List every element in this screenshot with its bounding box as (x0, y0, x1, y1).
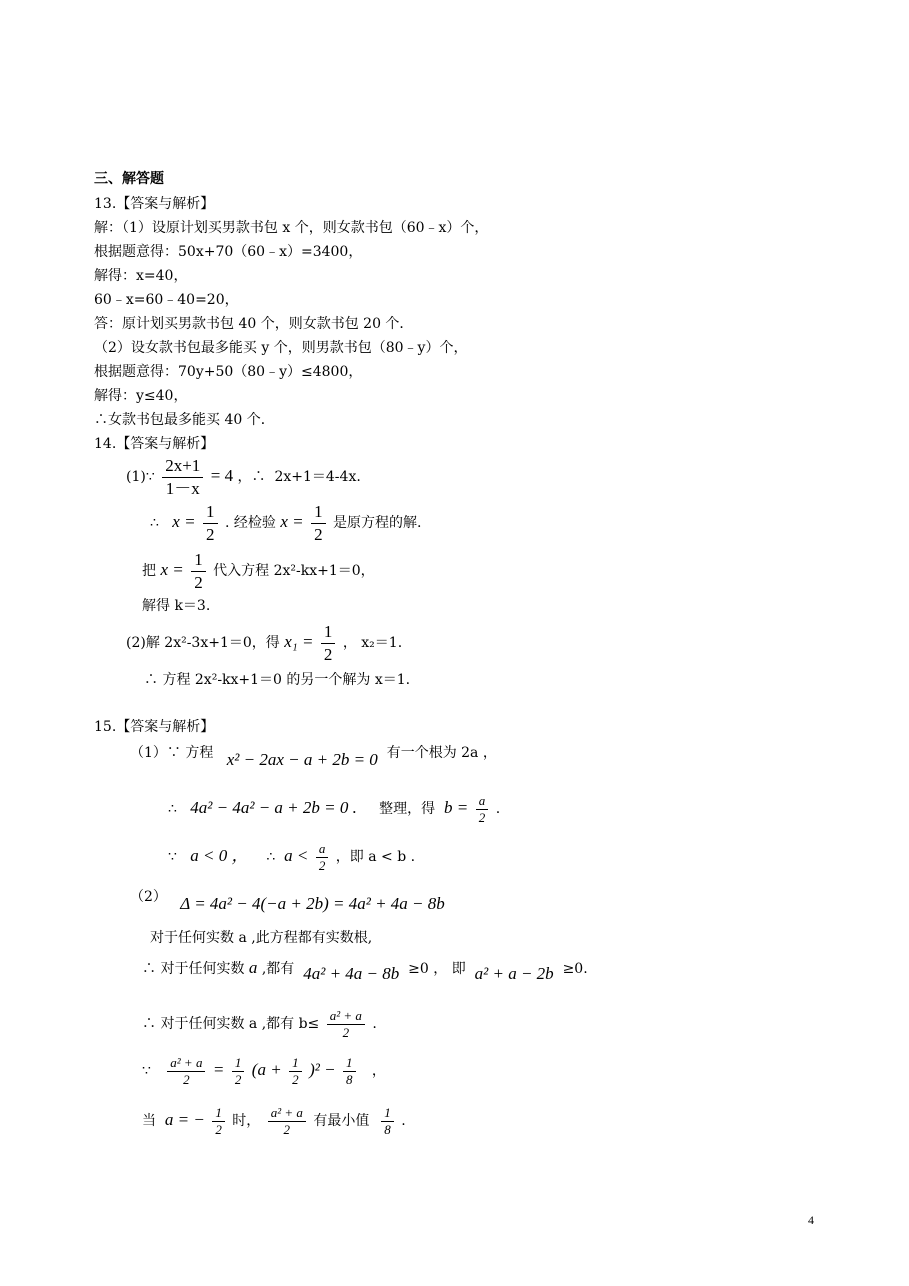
q15-l3-post: ，即 a < b . (335, 849, 416, 865)
fraction-numerator: a (476, 793, 489, 810)
q15-l9-a: a = − (164, 1110, 205, 1129)
q14-l2-mid: . 经检验 (224, 515, 276, 531)
q15-one-half-fraction-2 (289, 1055, 302, 1088)
q13-line-4: 60﹣x=60﹣40=20， (94, 292, 239, 308)
q15-one-half-fraction-3 (212, 1105, 225, 1138)
fraction-numerator: 1 (321, 621, 336, 644)
q14-half-fraction (203, 501, 218, 546)
fraction-denominator: 2 (234, 1071, 242, 1087)
q15-a-over-2-fraction (476, 793, 489, 826)
q14-l2-x: x = (172, 512, 196, 531)
fraction-denominator: 2 (283, 1121, 291, 1137)
fraction-numerator: 1 (191, 549, 206, 572)
q15-l2-equation: 4a² − 4a² − a + 2b = 0 . (190, 798, 357, 817)
fraction-denominator: 2 (342, 1024, 350, 1040)
q15-l6-a: a (248, 958, 258, 977)
q15-heading: 15.【答案与解析】 (94, 719, 215, 735)
q15-l2-b: b = (444, 798, 469, 817)
fraction-denominator: 2 (323, 644, 333, 664)
q15-l6-expression: 4a² + 4a − 8b (303, 964, 400, 983)
q15-line-9 (142, 1100, 406, 1141)
q15-l9-mid2: 有最小值 (313, 1113, 370, 1129)
fraction-denominator: 2 (314, 524, 323, 544)
q14-l1-post: 2x+1＝4-4x. (274, 469, 361, 485)
page-number: 4 (808, 1213, 814, 1227)
fraction-denominator: 8 (384, 1121, 391, 1137)
q15-l6-post: ≥0. (562, 961, 588, 977)
q15-a-over-2-fraction-2 (316, 841, 329, 874)
fraction-numerator: 1 (203, 501, 218, 524)
q14-line-1 (126, 454, 361, 500)
q14-line-5 (126, 620, 402, 666)
q15-one-half-fraction (232, 1055, 245, 1088)
q14-l2-pre: ∴ (150, 515, 159, 531)
q13-line-3: 解得：x=40， (94, 268, 188, 284)
q15-l8-post: ， (371, 1063, 386, 1079)
fraction-numerator: 1 (212, 1105, 225, 1122)
q15-l6-pre: ∴ 对于任何实数 (142, 961, 245, 977)
q15-l3-mid: ∴ (266, 849, 276, 865)
q15-l7-pre: ∴ 对于任何实数 a ,都有 b≤ (142, 1016, 320, 1032)
q14-l1-mid: ，∴ (237, 469, 266, 485)
q15-l6-mid: ,都有 (261, 961, 295, 977)
fraction-numerator: a² + a (327, 1008, 365, 1025)
q15-a2-plus-a-over-2-fraction (327, 1008, 365, 1041)
q15-l3-pre: ∵ (168, 849, 177, 865)
fraction-numerator: 1 (311, 501, 326, 524)
q15-l8-eq: = (212, 1060, 225, 1079)
q15-l7-post: . (372, 1016, 377, 1032)
q15-line-4 (130, 886, 445, 913)
fraction-denominator: 2 (478, 809, 486, 825)
fraction-numerator: 2x+1 (162, 455, 203, 478)
q15-l8-pre: ∵ (142, 1063, 151, 1079)
q13-line-9: ∴女款书包最多能买 40 个． (94, 412, 275, 428)
q15-l9-pre: 当 (142, 1113, 156, 1129)
q14-heading: 14.【答案与解析】 (94, 436, 215, 452)
q14-l5-post: ， x₂＝1. (342, 635, 403, 651)
q15-l4-pre: （2） (130, 889, 167, 905)
q14-l1-eq: = 4 (210, 466, 234, 485)
q15-line-8 (142, 1050, 386, 1091)
fraction-denominator: 2 (206, 524, 215, 544)
fraction-denominator: 8 (346, 1071, 353, 1087)
q14-l5-pre: (2)解 2x²-3x+1＝0，得 (126, 635, 280, 651)
q15-l8-mid: (a + (251, 1060, 282, 1079)
q15-l8-sq: )² − (309, 1060, 336, 1079)
fraction-denominator: 2 (318, 857, 326, 873)
q15-line-5: 对于任何实数 a ,此方程都有实数根, (150, 930, 373, 946)
q15-l1-post: 有一个根为 2a ， (386, 745, 497, 761)
q15-line-3 (168, 836, 415, 877)
q13-line-6: （2）设女款书包最多能买 y 个，则男款书包（80﹣y）个， (94, 340, 468, 356)
q15-l3-a: a < (284, 846, 309, 865)
fraction-numerator: 1 (289, 1055, 302, 1072)
q15-one-eighth-fraction (343, 1055, 356, 1088)
q14-l5-x1: x₁ = (284, 632, 314, 651)
q14-line-3 (142, 548, 375, 594)
q13-line-7: 根据题意得：70y+50（80﹣y）≤4800， (94, 364, 363, 380)
q15-l9-post: . (401, 1113, 406, 1129)
q15-line-6 (142, 958, 588, 983)
q14-half-fraction-4 (321, 621, 336, 666)
fraction-denominator: 2 (292, 1071, 299, 1087)
fraction-denominator: 2 (183, 1071, 190, 1087)
fraction-denominator: 2 (194, 572, 203, 592)
q14-l2-post: 是原方程的解. (333, 515, 422, 531)
q13-line-2: 根据题意得：50x+70（60﹣x）=3400， (94, 244, 363, 260)
q15-l2-mid: 整理，得 (379, 801, 436, 817)
q13-line-5: 答：原计划买男款书包 40 个，则女款书包 20 个． (94, 316, 414, 332)
q15-l3-equation: a < 0 ， (190, 846, 249, 865)
fraction-denominator: 2 (215, 1121, 222, 1137)
fraction-numerator: a² + a (167, 1055, 205, 1072)
q13-heading: 13.【答案与解析】 (94, 196, 215, 212)
section-title: 三、解答题 (94, 171, 164, 187)
q14-half-fraction-2 (311, 501, 326, 546)
q13-line-1: 解：（1）设原计划买男款书包 x 个，则女款书包（60﹣x）个， (94, 220, 489, 236)
q14-l3-pre: 把 (142, 563, 156, 579)
q15-a2-plus-a-over-2-fraction-2 (167, 1055, 205, 1088)
fraction-numerator: 1 (343, 1055, 356, 1072)
fraction-numerator: 1 (381, 1105, 394, 1122)
q14-l3-post: 代入方程 2x²-kx+1＝0， (213, 563, 375, 579)
q15-line-2 (168, 786, 500, 831)
q14-line-4: 解得 k＝3. (142, 598, 211, 614)
q15-one-eighth-fraction-2 (381, 1105, 394, 1138)
q14-half-fraction-3 (191, 549, 206, 594)
q14-l3-x: x = (160, 560, 184, 579)
q15-l2-pre: ∴ (168, 801, 177, 817)
q15-l2-post: . (495, 801, 501, 817)
q13-line-8: 解得：y≤40， (94, 388, 188, 404)
q14-line-2 (150, 500, 421, 546)
fraction-numerator: 1 (232, 1055, 245, 1072)
q14-fraction-2x1-over-1mx (162, 455, 203, 500)
q15-line-7 (142, 1004, 377, 1044)
q15-l1-pre: （1）∵ 方程 (130, 745, 214, 761)
q14-line-6: ∴ 方程 2x²-kx+1＝0 的另一个解为 x＝1. (144, 672, 411, 688)
q15-a2-plus-a-over-2-fraction-3 (268, 1105, 306, 1138)
q15-l6-expression-2: a² + a − 2b (474, 964, 554, 983)
q14-l1-pre: (1)∵ (126, 469, 155, 485)
fraction-denominator: 1－x (165, 478, 200, 498)
q15-l9-mid: 时， (232, 1113, 261, 1129)
q15-l4-discriminant: Δ = 4a² − 4(−a + 2b) = 4a² + 4a − 8b (180, 894, 445, 913)
fraction-numerator: a (316, 841, 329, 858)
fraction-numerator: a² + a (268, 1105, 306, 1122)
q15-line-1 (130, 742, 497, 769)
q15-l1-equation: x² − 2ax − a + 2b = 0 (226, 750, 378, 769)
q15-l6-ge: ≥0 ， 即 (408, 961, 466, 977)
q14-l2-x2: x = (280, 512, 304, 531)
